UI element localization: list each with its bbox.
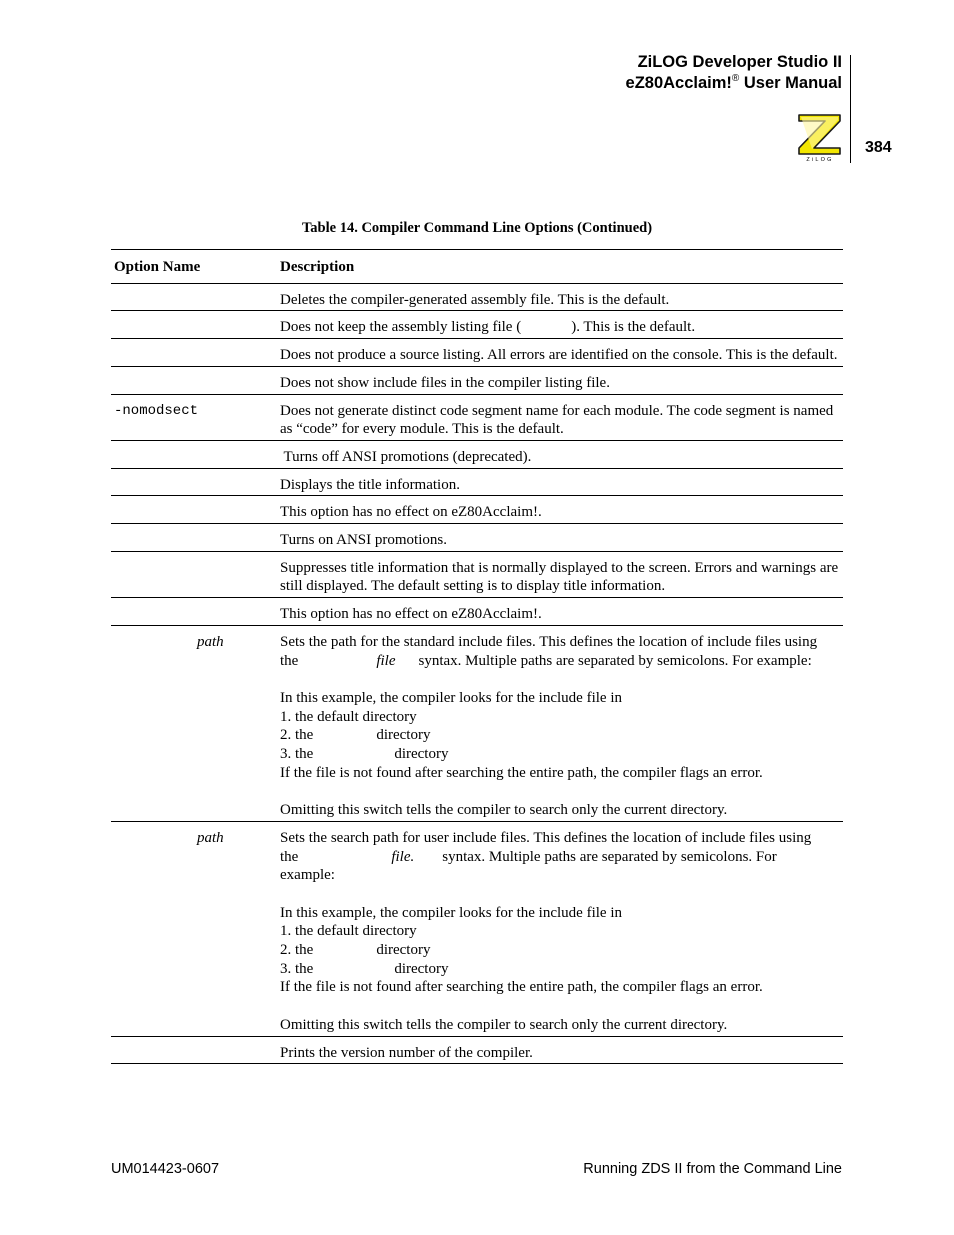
table-row (111, 1036, 843, 1064)
description-text: Does not keep the assembly listing file ( (280, 319, 522, 336)
text-fragment: directory (394, 960, 449, 977)
zilog-logo-icon (796, 112, 844, 162)
table-row (111, 524, 843, 552)
option-cell (111, 598, 279, 626)
description-cell: Displays the title information. (279, 468, 843, 496)
description-text: example: (280, 867, 335, 884)
description-cell: Deletes the compiler-generated assembly file. This is the default. (279, 283, 843, 311)
option-cell (111, 524, 279, 552)
list-item: 1. the default directory (280, 923, 417, 940)
option-cell (111, 311, 279, 339)
table-row (111, 821, 843, 1036)
text-fragment: directory (376, 727, 431, 744)
text-fragment: file. (391, 848, 415, 865)
option-cell (111, 496, 279, 524)
table-caption: Table 14. Compiler Command Line Options (Continued) (301, 220, 653, 236)
description-cell: Turns off ANSI promotions (deprecated). (279, 440, 843, 468)
option-argument: path (197, 633, 224, 650)
logo-wordmark: ZiLOG (806, 157, 834, 162)
text-fragment: syntax. Multiple paths are separated by semicolons. For example: (418, 652, 812, 669)
text-fragment: 3. the (280, 960, 314, 977)
table-row (111, 598, 843, 626)
description-text (280, 848, 843, 867)
option-cell (111, 339, 279, 367)
table-row (111, 366, 843, 394)
text-fragment: directory (394, 746, 449, 763)
header-vertical-rule (850, 55, 851, 163)
description-text: Omitting this switch tells the compiler to search only the current directory. (280, 1016, 728, 1033)
option-cell (111, 468, 279, 496)
option-cell (111, 821, 279, 1036)
registered-mark: ® (731, 73, 740, 84)
description-text: Sets the path for the standard include files. This defines the location of include files using (280, 633, 818, 650)
table-row (111, 311, 843, 339)
option-cell: -nomodsect (111, 394, 279, 440)
description-cell: Does not generate distinct code segment name for each module. The code segment is named as “code” for every module. This is the default. (279, 394, 843, 440)
description-cell: Turns on ANSI promotions. (279, 524, 843, 552)
description-cell: Does not show include files in the compiler listing file. (279, 366, 843, 394)
description-text: ). This is the default. (571, 319, 696, 336)
table-row (111, 339, 843, 367)
description-cell: This option has no effect on eZ80Acclaim!. (279, 598, 843, 626)
option-argument: path (197, 829, 224, 846)
blank-line (280, 885, 843, 904)
description-text: If the file is not found after searching the entire path, the compiler flags an error. (280, 764, 763, 781)
table-row (111, 394, 843, 440)
text-fragment: the (280, 652, 299, 669)
table-row (111, 440, 843, 468)
option-cell (111, 1036, 279, 1064)
blank-line (280, 997, 843, 1016)
option-cell (111, 625, 279, 821)
description-cell: This option has no effect on eZ80Acclaim!. (279, 496, 843, 524)
text-fragment: 2. the (280, 727, 314, 744)
compiler-options-table (111, 249, 843, 1064)
option-cell (111, 366, 279, 394)
description-cell (279, 311, 843, 339)
option-cell (111, 440, 279, 468)
text-fragment: 2. the (280, 942, 314, 959)
text-fragment: 3. the (280, 746, 314, 763)
description-text: Sets the search path for user include files. This defines the location of include files using (280, 829, 812, 846)
table-header-row (111, 250, 843, 284)
document-header (626, 52, 842, 94)
table-row (111, 625, 843, 821)
footer-document-id: UM014423-0607 (111, 1161, 220, 1177)
description-cell (279, 625, 843, 821)
header-manual-suffix: User Manual (739, 74, 842, 92)
table-row (111, 496, 843, 524)
header-product-line: ZiLOG Developer Studio II (637, 53, 842, 71)
list-item (280, 745, 843, 764)
list-item (280, 726, 843, 745)
text-fragment: file (376, 652, 396, 669)
description-text: If the file is not found after searching the entire path, the compiler flags an error. (280, 979, 763, 996)
column-header-option-name: Option Name (111, 250, 279, 284)
column-header-description: Description (279, 250, 843, 284)
table-row (111, 468, 843, 496)
description-cell: Does not produce a source listing. All errors are identified on the console. This is the default. (279, 339, 843, 367)
footer-section-title: Running ZDS II from the Command Line (583, 1161, 842, 1177)
list-item (280, 941, 843, 960)
header-manual-line (626, 73, 842, 94)
page-number: 384 (865, 139, 892, 156)
list-item: 1. the default directory (280, 708, 417, 725)
text-fragment: syntax. Multiple paths are separated by semicolons. For (442, 848, 777, 865)
option-cell (111, 551, 279, 597)
table-row (111, 283, 843, 311)
description-cell (279, 821, 843, 1036)
blank-line (280, 782, 843, 801)
list-item (280, 960, 843, 979)
text-fragment: directory (376, 942, 431, 959)
header-product-name: eZ80Acclaim! (625, 74, 732, 92)
description-text: In this example, the compiler looks for the include file in (280, 689, 622, 706)
text-fragment: the (280, 848, 299, 865)
option-cell (111, 283, 279, 311)
description-text: In this example, the compiler looks for the include file in (280, 904, 622, 921)
description-cell: Prints the version number of the compiler. (279, 1036, 843, 1064)
description-text (280, 652, 843, 671)
description-cell: Suppresses title information that is normally displayed to the screen. Errors and warnings are still displayed. The default setting is to display title information. (279, 551, 843, 597)
table-row (111, 551, 843, 597)
blank-line (280, 670, 843, 689)
description-text: Omitting this switch tells the compiler to search only the current directory. (280, 802, 728, 819)
